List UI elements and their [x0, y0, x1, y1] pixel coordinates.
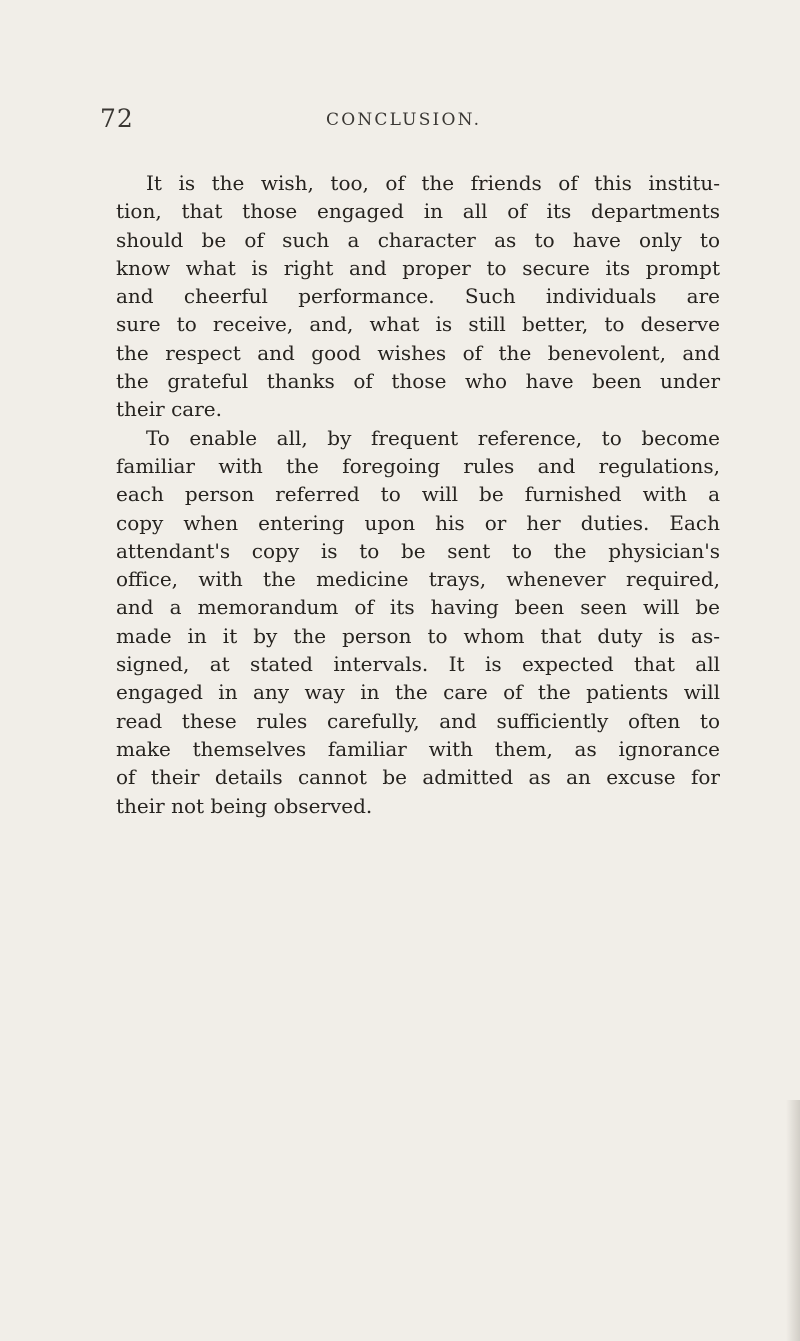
- text-line: attendant's copy is to be sent to the physician's: [116, 538, 720, 563]
- page-edge-shadow: [786, 1100, 800, 1341]
- text-line: engaged in any way in the care of the patients will: [116, 680, 720, 705]
- text-line: their care.: [116, 397, 222, 422]
- paragraph-1: [116, 169, 720, 424]
- text-line: each person referred to will be furnished with a: [116, 482, 720, 507]
- text-line: make themselves familiar with them, as ignorance: [116, 736, 720, 761]
- paragraph-2: [116, 424, 720, 820]
- text-line: To enable all, by frequent reference, to become: [146, 425, 720, 450]
- text-line: It is the wish, too, of the friends of this institu-: [146, 171, 720, 195]
- text-line: familiar with the foregoing rules and regulations,: [116, 453, 720, 478]
- text-line: copy when entering upon his or her duties. Each: [116, 510, 720, 535]
- text-line: know what is right and proper to secure its prompt: [116, 255, 720, 280]
- text-line: their not being observed.: [116, 793, 373, 818]
- text-line: signed, at stated intervals. It is expected that all: [116, 652, 720, 677]
- text-line: sure to receive, and, what is still better, to deserve: [116, 312, 720, 337]
- text-line: the respect and good wishes of the benevolent, and: [116, 340, 720, 365]
- body-text: [116, 169, 720, 820]
- text-line: made in it by the person to whom that duty is as-: [116, 623, 720, 648]
- page-number: 72: [100, 104, 134, 133]
- text-line: tion, that those engaged in all of its departments: [116, 199, 720, 224]
- text-line: read these rules carefully, and sufficiently often to: [116, 708, 720, 733]
- text-line: the grateful thanks of those who have been under: [116, 369, 720, 394]
- text-line: and cheerful performance. Such individuals are: [116, 284, 720, 309]
- running-head: CONCLUSION.: [326, 110, 482, 130]
- text-line: of their details cannot be admitted as an excuse for: [116, 765, 720, 790]
- text-line: office, with the medicine trays, whenever required,: [116, 567, 720, 592]
- text-line: should be of such a character as to have only to: [116, 227, 720, 252]
- text-line: and a memorandum of its having been seen will be: [116, 595, 720, 620]
